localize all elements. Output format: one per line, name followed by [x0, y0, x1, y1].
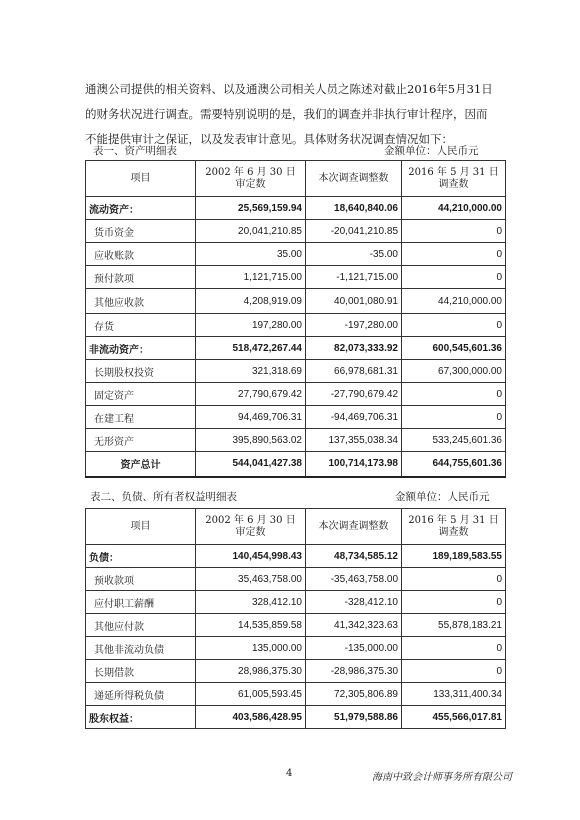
- table-row: [86, 337, 506, 360]
- page-number: 4: [286, 768, 293, 779]
- audited-value: 135,000.00: [196, 637, 306, 660]
- adjustment-value: -28,986,375.30: [306, 660, 402, 683]
- survey-value: 0: [402, 591, 506, 614]
- survey-value: 0: [402, 660, 506, 683]
- audited-value: 140,454,998.43: [196, 545, 306, 568]
- table-row: [86, 243, 506, 266]
- liability-equity-table: [85, 508, 506, 729]
- table-row: [86, 568, 506, 591]
- table-row: [86, 266, 506, 289]
- row-label: 预收款项: [86, 568, 196, 591]
- adjustment-value: -35.00: [306, 243, 402, 266]
- table-row: [86, 383, 506, 406]
- row-label: 负债：: [86, 545, 196, 568]
- survey-value: 0: [402, 568, 506, 591]
- row-label: 固定资产: [86, 383, 196, 406]
- audited-value: 27,790,679.42: [196, 383, 306, 406]
- survey-value: 533,245,601.36: [402, 429, 506, 452]
- header-adjustment: 本次调查调整数: [306, 161, 402, 197]
- survey-value: 44,210,000.00: [402, 197, 506, 220]
- survey-value: 0: [402, 220, 506, 243]
- row-label: 无形资产: [86, 429, 196, 452]
- audited-value: 328,412.10: [196, 591, 306, 614]
- header-item: 项目: [86, 509, 196, 545]
- audited-value: 403,586,428.95: [196, 706, 306, 729]
- row-label: 流动资产：: [86, 197, 196, 220]
- header-item: 项目: [86, 161, 196, 197]
- survey-value: 44,210,000.00: [402, 289, 506, 314]
- table-header-row: [86, 509, 506, 545]
- survey-value: 0: [402, 406, 506, 429]
- adjustment-value: -135,000.00: [306, 637, 402, 660]
- row-label: 长期借款: [86, 660, 196, 683]
- row-label: 长期股权投资: [86, 360, 196, 383]
- adjustment-value: -197,280.00: [306, 314, 402, 337]
- audited-value: 35.00: [196, 243, 306, 266]
- intro-line: 不能提供审计之保证，以及发表审计意见。具体财务状况调查情况如下：: [85, 132, 453, 146]
- table-row: [86, 706, 506, 729]
- row-label: 递延所得税负债: [86, 683, 196, 706]
- header-survey-2016: 2016 年 5 月 31 日 调查数: [402, 509, 506, 545]
- table-row: [86, 406, 506, 429]
- adjustment-value: -27,790,679.42: [306, 383, 402, 406]
- row-label: 其他非流动负债: [86, 637, 196, 660]
- audited-value: 61,005,593.45: [196, 683, 306, 706]
- row-label: 其他应收款: [86, 289, 196, 314]
- survey-value: 644,755,601.36: [402, 452, 506, 477]
- adjustment-value: -35,463,758.00: [306, 568, 402, 591]
- adjustment-value: 51,979,588.86: [306, 706, 402, 729]
- table-row: [86, 637, 506, 660]
- survey-value: 0: [402, 383, 506, 406]
- table1-caption: 表一、资产明细表: [93, 145, 177, 157]
- table2-caption: 表二、负债、所有者权益明细表: [90, 491, 237, 503]
- survey-value: 67,300,000.00: [402, 360, 506, 383]
- audited-value: 14,535,859.58: [196, 614, 306, 637]
- adjustment-value: -1,121,715.00: [306, 266, 402, 289]
- row-label: 资产总计: [86, 452, 196, 477]
- audited-value: 518,472,267.44: [196, 337, 306, 360]
- table-row: [86, 545, 506, 568]
- table2-unit: 金额单位：人民币元: [395, 491, 490, 503]
- header-audited-2002: 2002 年 6 月 30 日 审定数: [196, 509, 306, 545]
- intro-line: 通澳公司提供的相关资料、以及通澳公司相关人员之陈述对截止2016年5月31日: [85, 82, 493, 96]
- table-row: [86, 197, 506, 220]
- intro-line: 的财务状况进行调查。需要特别说明的是，我们的调查并非执行审计程序，因而: [85, 107, 488, 121]
- audited-value: 395,890,563.02: [196, 429, 306, 452]
- adjustment-value: 82,073,333.92: [306, 337, 402, 360]
- adjustment-value: 72,305,806.89: [306, 683, 402, 706]
- survey-value: 0: [402, 243, 506, 266]
- survey-value: 0: [402, 314, 506, 337]
- survey-value: 600,545,601.36: [402, 337, 506, 360]
- adjustment-value: 40,001,080.91: [306, 289, 402, 314]
- audited-value: 35,463,758.00: [196, 568, 306, 591]
- adjustment-value: -20,041,210.85: [306, 220, 402, 243]
- header-audited-2002: 2002 年 6 月 30 日 审定数: [196, 161, 306, 197]
- adjustment-value: 18,640,840.06: [306, 197, 402, 220]
- table1-unit: 金额单位：人民币元: [384, 145, 479, 157]
- row-label: 股东权益：: [86, 706, 196, 729]
- audited-value: 94,469,706.31: [196, 406, 306, 429]
- header-adjustment: 本次调查调整数: [306, 509, 402, 545]
- audited-value: 20,041,210.85: [196, 220, 306, 243]
- audited-value: 544,041,427.38: [196, 452, 306, 477]
- audited-value: 28,986,375.30: [196, 660, 306, 683]
- table-row: [86, 429, 506, 452]
- table-row: [86, 360, 506, 383]
- survey-value: 0: [402, 266, 506, 289]
- firm-name: 海南中致会计师事务所有限公司: [372, 772, 512, 783]
- adjustment-value: 48,734,585.12: [306, 545, 402, 568]
- audited-value: 4,208,919.09: [196, 289, 306, 314]
- adjustment-value: -94,469,706.31: [306, 406, 402, 429]
- row-label: 在建工程: [86, 406, 196, 429]
- adjustment-value: 137,355,038.34: [306, 429, 402, 452]
- row-label: 预付款项: [86, 266, 196, 289]
- survey-value: 133,311,400.34: [402, 683, 506, 706]
- row-label: 应收账款: [86, 243, 196, 266]
- table-header-row: [86, 161, 506, 197]
- survey-value: 189,189,583.55: [402, 545, 506, 568]
- row-label: 其他应付款: [86, 614, 196, 637]
- survey-value: 55,878,183.21: [402, 614, 506, 637]
- audited-value: 25,569,159.94: [196, 197, 306, 220]
- table-row: [86, 220, 506, 243]
- header-survey-2016: 2016 年 5 月 31 日 调查数: [402, 161, 506, 197]
- table-row: [86, 660, 506, 683]
- row-label: 货币资金: [86, 220, 196, 243]
- survey-value: 0: [402, 637, 506, 660]
- adjustment-value: -328,412.10: [306, 591, 402, 614]
- table-row: [86, 591, 506, 614]
- audited-value: 1,121,715.00: [196, 266, 306, 289]
- adjustment-value: 41,342,323.63: [306, 614, 402, 637]
- audited-value: 321,318.69: [196, 360, 306, 383]
- audited-value: 197,280.00: [196, 314, 306, 337]
- row-label: 非流动资产：: [86, 337, 196, 360]
- table-row: [86, 683, 506, 706]
- table-row: [86, 452, 506, 477]
- table-row: [86, 314, 506, 337]
- intro-paragraph: [85, 77, 515, 152]
- adjustment-value: 100,714,173.98: [306, 452, 402, 477]
- adjustment-value: 66,978,681.31: [306, 360, 402, 383]
- table-row: [86, 614, 506, 637]
- survey-value: 455,566,017.81: [402, 706, 506, 729]
- asset-table: [85, 160, 506, 478]
- table-row: [86, 289, 506, 314]
- row-label: 存货: [86, 314, 196, 337]
- row-label: 应付职工薪酬: [86, 591, 196, 614]
